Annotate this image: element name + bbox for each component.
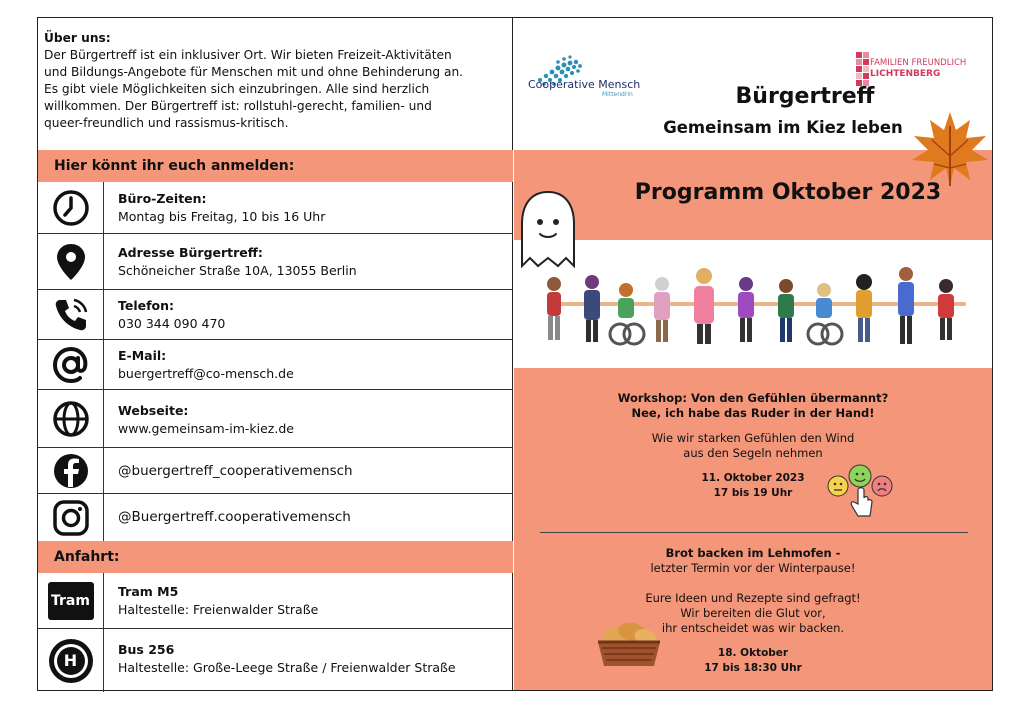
- event-desc-line: ihr entscheidet was wir backen.: [661, 621, 845, 635]
- event-desc-line: Eure Ideen und Rezepte sind gefragt!: [645, 591, 861, 605]
- event-desc-line: Wir bereiten die Glut vor,: [680, 606, 826, 620]
- coop-subtitle: Mittendrin: [602, 91, 633, 98]
- info-column: [38, 18, 513, 690]
- autumn-leaf-icon: [908, 106, 992, 190]
- email-label: E-Mail:: [118, 348, 167, 363]
- event-date: 11. Oktober 2023: [701, 472, 805, 484]
- clock-icon: [38, 182, 104, 233]
- events-divider: [540, 532, 968, 533]
- hours-label: Büro-Zeiten:: [118, 191, 207, 206]
- flyer: [37, 17, 993, 691]
- hours-value: Montag bis Freitag, 10 bis 16 Uhr: [118, 209, 326, 224]
- contact-row-phone: [38, 290, 513, 340]
- event-desc-line: letzter Termin vor der Winterpause!: [650, 561, 856, 575]
- contact-row-email: [38, 340, 513, 390]
- about-line: und Bildungs-Angebote für Menschen mit und ohne Behinderung an.: [44, 65, 464, 79]
- website-label: Webseite:: [118, 403, 189, 418]
- register-heading: Hier könnt ihr euch anmelden:: [38, 150, 513, 182]
- travel-heading: Anfahrt:: [38, 541, 513, 573]
- fam-line-1: FAMILIEN FREUNDLICH: [870, 58, 967, 68]
- address-value: Schöneicher Straße 10A, 13055 Berlin: [118, 263, 357, 278]
- program-column: [514, 18, 992, 690]
- bus-stop: Haltestelle: Große-Leege Straße / Freienwalder Straße: [118, 660, 456, 675]
- website-value: www.gemeinsam-im-kiez.de: [118, 421, 294, 436]
- at-sign-icon: [38, 340, 104, 389]
- facebook-icon: [38, 448, 104, 493]
- tram-stop: Haltestelle: Freienwalder Straße: [118, 602, 319, 617]
- emotion-faces-icon: [826, 460, 896, 522]
- about-title: Über uns:: [44, 31, 111, 45]
- tram-icon: [38, 573, 104, 628]
- event-title-line: Nee, ich habe das Ruder in der Hand!: [631, 406, 875, 420]
- contact-row-facebook: [38, 448, 513, 494]
- page-title: Bürgertreff: [735, 84, 875, 109]
- event-title-line: Brot backen im Lehmofen -: [665, 546, 841, 560]
- address-label: Adresse Bürgertreff:: [118, 245, 263, 260]
- bread-basket-icon: [594, 618, 664, 670]
- tram-label: Tram M5: [118, 584, 179, 599]
- about-line: Es gibt viele Möglichkeiten sich einzubringen. Alle sind herzlich: [44, 82, 430, 96]
- tram-badge: Tram: [48, 582, 94, 620]
- fam-line-2: LICHTENBERG: [870, 69, 941, 79]
- event-title-line: Workshop: Von den Gefühlen übermannt?: [617, 391, 889, 405]
- facebook-handle: @buergertreff_cooperativemensch: [118, 463, 353, 479]
- event-time: 17 bis 18:30 Uhr: [704, 662, 802, 674]
- coop-name: Cooperative Mensch: [528, 78, 641, 91]
- bus-stop-badge: H: [57, 647, 85, 675]
- bus-label: Bus 256: [118, 642, 175, 657]
- contact-row-website: [38, 390, 513, 448]
- travel-row-tram: [38, 573, 513, 629]
- event-time: 17 bis 19 Uhr: [713, 487, 793, 499]
- about-line: Der Bürgertreff ist ein inklusiver Ort. Wir bieten Freizeit-Aktivitäten: [44, 48, 452, 62]
- contact-row-instagram: [38, 494, 513, 541]
- email-value: buergertreff@co-mensch.de: [118, 366, 294, 381]
- about-line: queer-freundlich und rassismus-kritisch.: [44, 116, 289, 130]
- people-holding-hands-illustration: [534, 264, 974, 358]
- phone-value: 030 344 090 470: [118, 316, 226, 331]
- globe-icon: [38, 390, 104, 447]
- about-line: willkommen. Der Bürgertreff ist: rollstuhl-gerecht, familien- und: [44, 99, 432, 113]
- event-desc-line: aus den Segeln nehmen: [683, 446, 823, 460]
- travel-row-bus: [38, 629, 513, 692]
- phone-label: Telefon:: [118, 298, 175, 313]
- event-date: 18. Oktober: [717, 647, 789, 659]
- event-workshop: [544, 391, 962, 501]
- event-desc-spacer: [544, 576, 962, 591]
- about-section: [44, 30, 504, 132]
- program-title: Programm Oktober 2023: [634, 180, 942, 205]
- event-desc-line: Wie wir starken Gefühlen den Wind: [651, 431, 855, 445]
- location-pin-icon: [38, 234, 104, 289]
- phone-icon: [38, 290, 104, 339]
- instagram-handle: @Buergertreff.cooperativemensch: [118, 509, 351, 525]
- page-subtitle: Gemeinsam im Kiez leben: [663, 118, 903, 137]
- instagram-icon: [38, 494, 104, 541]
- contact-row-hours: [38, 182, 513, 234]
- contact-row-address: [38, 234, 513, 290]
- ghost-icon: [516, 188, 580, 272]
- bus-stop-icon: [38, 629, 104, 692]
